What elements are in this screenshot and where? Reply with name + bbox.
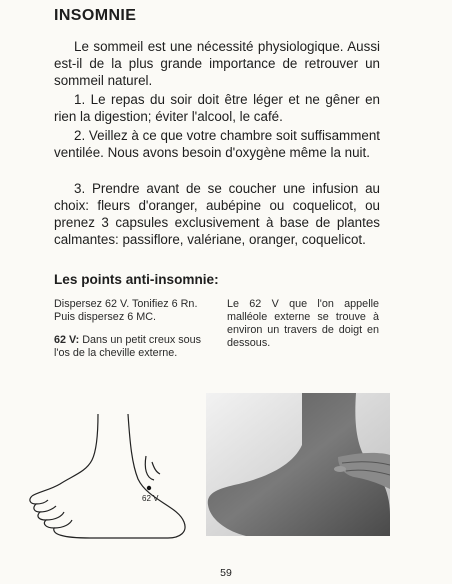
foot-outline-heel <box>90 414 185 538</box>
ankle-bone-line <box>145 456 154 480</box>
foot-outline-instep <box>32 414 98 496</box>
point-label: 62 V: <box>54 334 80 346</box>
instructions-text: Dispersez 62 V. Tonifiez 6 Rn. Puis dispersez 6 MC. <box>54 298 198 323</box>
foot-photo <box>206 393 390 536</box>
rule-1-paragraph: 1. Le repas du soir doit être léger et ne gêner en rien la digestion; éviter l'alcool, le café. <box>54 92 380 124</box>
rule-2-paragraph: 2. Veillez à ce que votre chambre soit suffisamment ventilée. Nous avons besoin d'oxygène même la nuit. <box>54 128 380 160</box>
point-description <box>54 334 206 360</box>
right-column-text: Le 62 V que l'on appelle malléole externe se trouve à environ un travers de doigt en dessous. <box>227 298 379 349</box>
section-title: Les points anti-insomnie: <box>54 272 219 287</box>
page-number: 59 <box>220 567 232 579</box>
point-description-text: Dans un petit creux sous l'os de la cheville externe. <box>54 334 202 359</box>
page-title: INSOMNIE <box>54 7 137 24</box>
rule-3-paragraph: 3. Prendre avant de se coucher une infusion au choix: fleurs d'oranger, aubépine ou coquelicot, ou prenez 3 capsules exclusivement à base de plantes calmantes: passiflore, valériane, oranger, coquelicot. <box>54 181 380 247</box>
foot-diagram <box>28 404 203 544</box>
point-62v-marker <box>147 486 151 490</box>
intro-paragraph: Le sommeil est une nécessité physiologique. Aussi est-il de la plus grande importance de retrouver un sommeil naturel. <box>54 39 380 88</box>
diagram-label: 62 V <box>142 494 159 503</box>
